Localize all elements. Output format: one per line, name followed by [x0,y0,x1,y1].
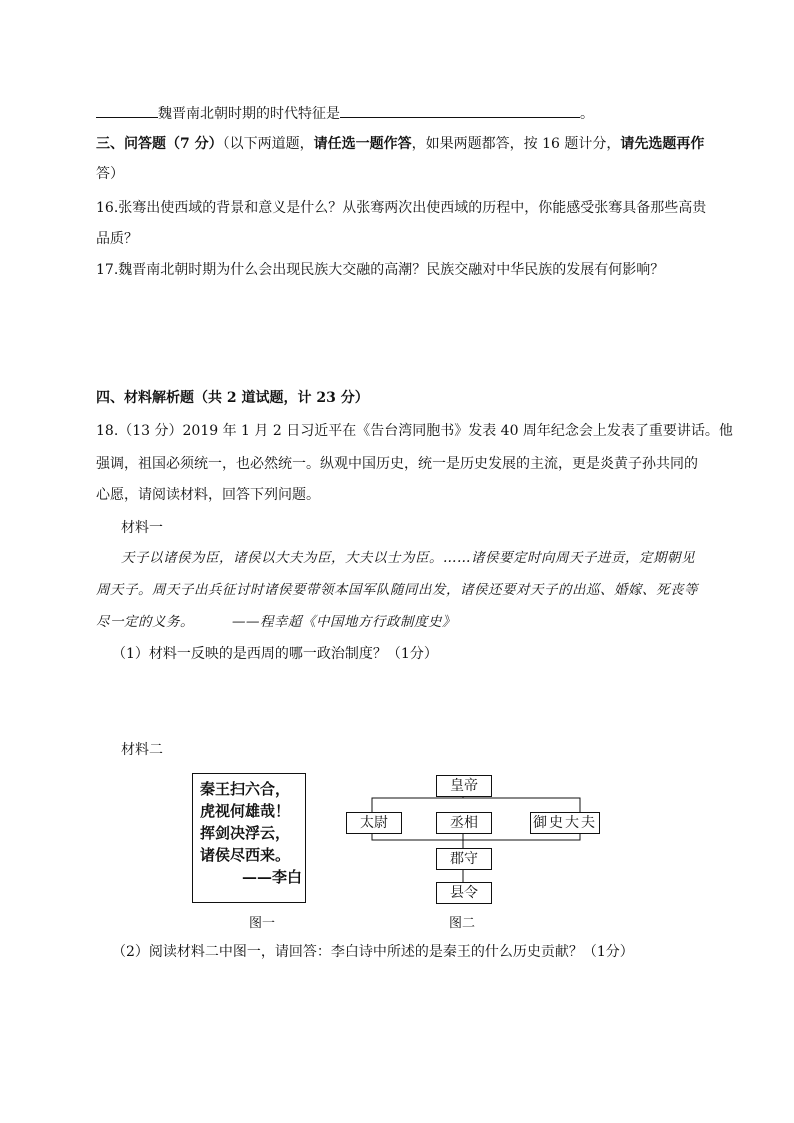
section3-instr-b: 请任选一题作答 [313,136,412,152]
section3-title: 三、问答题（7 分） [96,136,223,152]
answer-blank-1[interactable] [96,103,158,118]
poem-line-2: 虎视何雄哉！ [200,802,291,820]
q17: 17.魏晋南北朝时期为什么会出现民族大交融的高潮？民族交融对中华民族的发展有何影响？ [96,262,665,278]
sub-question-2: （2）阅读材料二中图一，请回答：李白诗中所述的是秦王的什么历史贡献？（1分） [112,944,634,960]
poem-line-3: 挥剑决浮云， [200,824,291,842]
section3-heading [96,134,704,154]
sub-question-1: （1）材料一反映的是西周的哪一政治制度？（1分） [112,646,438,662]
answer-blank-2[interactable] [340,103,580,118]
q16-line2: 品质？ [96,231,138,247]
section4-title: 四、材料解析题（共 2 道试题，计 23 分） [96,390,369,406]
material1-label: 材料一 [121,520,163,536]
q18-line1: 18.（13 分）2019 年 1 月 2 日习近平在《告台湾同胞书》发表 40 周年纪念会上发表了重要讲话。他 [96,423,733,439]
poem [200,778,302,888]
fill-line [96,103,594,124]
section3-instr-end: 答） [96,166,124,182]
org-taiwei: 太尉 [346,812,402,834]
material1-line3-text: 尽一定的义务。 [96,614,194,630]
org-emperor: 皇帝 [436,775,492,797]
section3-instr-d: 请先选题再作 [620,136,705,152]
section3-instr-c: ，如果两题都答，按 16 题计分， [411,136,621,152]
q18-line2: 强调，祖国必须统一，也必然统一。纵观中国历史，统一是历史发展的主流，更是炎黄子孙共同的 [96,456,698,472]
org-yushi: 御史大夫 [530,812,600,834]
material1-source: ——程幸超《中国地方行政制度史》 [232,614,456,630]
org-junshou: 郡守 [436,848,492,870]
org-chengxiang: 丞相 [436,812,492,834]
org-xianling: 县令 [436,882,492,904]
poem-author: ——李白 [242,868,303,886]
poem-line-4: 诸侯尽西来。 [200,846,291,864]
material1-line2: 周天子。周天子出兵征讨时诸侯要带领本国军队随同出发，诸侯还要对天子的出巡、婚嫁、死丧等 [96,582,698,598]
fill-line-end: 。 [580,106,594,122]
material1-line3 [96,612,456,632]
figure2-caption: 图二 [449,916,476,931]
fill-line-text: 魏晋南北朝时期的时代特征是 [158,106,340,122]
poem-line-1: 秦王扫六合， [200,780,291,798]
figure1-caption: 图一 [249,916,276,931]
section3-instr-a: （以下两道题， [222,136,314,152]
q16-line1: 16.张骞出使西域的背景和意义是什么？从张骞两次出使西域的历程中，你能感受张骞具备那些高贵 [96,200,707,216]
material1-line1: 天子以诸侯为臣，诸侯以大夫为臣，大夫以士为臣。……诸侯要定时向周天子进贡，定期朝见 [121,550,695,566]
q18-line3: 心愿，请阅读材料，回答下列问题。 [96,487,320,503]
material2-label: 材料二 [121,742,163,758]
